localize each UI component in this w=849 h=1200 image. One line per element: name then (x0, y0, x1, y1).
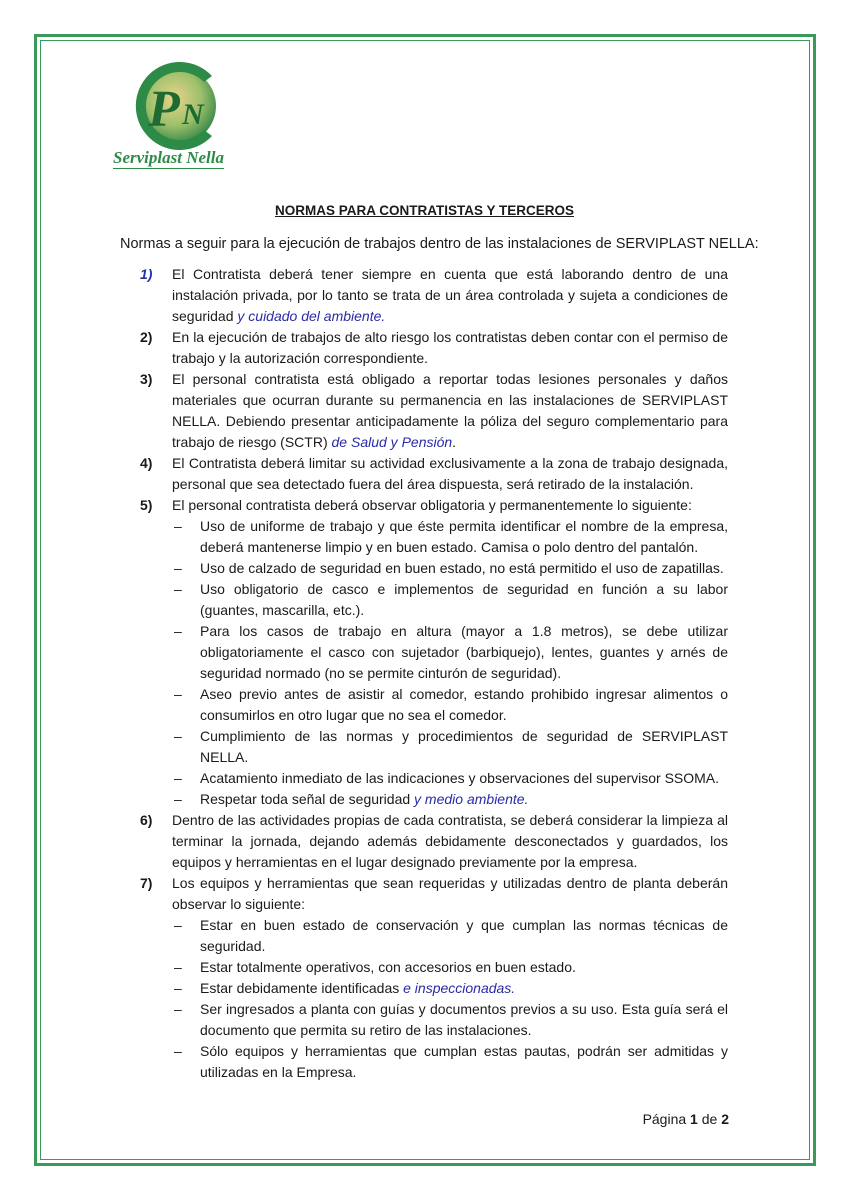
svg-text:P: P (148, 81, 180, 138)
document-title: NORMAS PARA CONTRATISTAS Y TERCEROS (274, 203, 575, 218)
rule-text: Los equipos y herramientas que sean requeridas y utilizadas dentro de planta deberán observar lo siguiente: (172, 875, 728, 912)
svg-text:N: N (182, 98, 204, 131)
rule-text: El personal contratista está obligado a reportar todas lesiones personales y daños materiales que ocurran durante su permanencia en las instalaciones de SERVIPLAST NELLA. Debiendo presentar anticipadamente la póliza del seguro complementario para trabajo de riesgo (SCTR) (172, 371, 728, 450)
rule-number: 2) (140, 329, 153, 345)
sub-item: – Uso obligatorio de casco e implementos de seguridad en función a su labor (guantes, mascarilla, etc.). (174, 581, 728, 618)
rule-text: El personal contratista deberá observar obligatoria y permanentemente lo siguiente: (172, 497, 692, 513)
sub-item: – Estar en buen estado de conservación y que cumplan las normas técnicas de seguridad. (174, 917, 728, 954)
rule-number: 1) (140, 266, 153, 282)
rule-highlight: y cuidado del ambiente. (237, 308, 386, 324)
rule-text: En la ejecución de trabajos de alto riesgo los contratistas deben contar con el permiso de trabajo y la autorización correspondiente. (172, 329, 728, 366)
sub-item: – Estar debidamente identificadas e inspeccionadas. (174, 980, 516, 996)
sub-item: – Uso de calzado de seguridad en buen estado, no está permitido el uso de zapatillas. (174, 560, 724, 576)
logo-wordmark: Serviplast Nella (113, 148, 224, 167)
rule-number: 3) (140, 371, 153, 387)
rule-text: El Contratista deberá limitar su actividad exclusivamente a la zona de trabajo designada, personal que sea detectado fuera del área dispuesta, será retirado de la instalación. (172, 455, 728, 492)
rule-item-2 (140, 327, 728, 369)
sub-item: – Ser ingresados a planta con guías y documentos previos a su uso. Esta guía será el documento que permita su retiro de las instalaciones. (174, 1001, 728, 1038)
rule-item-3 (140, 369, 728, 453)
intro-paragraph: Normas a seguir para la ejecución de trabajos dentro de las instalaciones de SERVIPLAST NELLA: (120, 236, 759, 252)
sub-item: – Aseo previo antes de asistir al comedor, estando prohibido ingresar alimentos o consumirlos en otro lugar que no sea el comedor. (174, 686, 728, 723)
rule-number: 5) (140, 497, 153, 513)
sub-item: – Cumplimiento de las normas y procedimientos de seguridad de SERVIPLAST NELLA. (174, 728, 728, 765)
rule-item-7 (140, 873, 728, 915)
rule-highlight: de Salud y Pensión (331, 434, 453, 450)
sub-item: – Para los casos de trabajo en altura (mayor a 1.8 metros), se debe utilizar obligatoriamente el casco con sujetador (barbiquejo), lentes, guantes y arnés de seguridad normado (no se permite cinturón de seguridad). (174, 623, 728, 681)
sub-item: – Estar totalmente operativos, con accesorios en buen estado. (174, 959, 576, 975)
rule-number: 4) (140, 455, 153, 471)
rule-item-1 (140, 264, 728, 327)
rule-number: 7) (140, 875, 153, 891)
sub-item: – Acatamiento inmediato de las indicaciones y observaciones del supervisor SSOMA. (174, 770, 720, 786)
page-number: Página 1 de 2 (642, 1111, 729, 1127)
sub-item: – Respetar toda señal de seguridad y medio ambiente. (174, 791, 529, 807)
rule-number: 6) (140, 812, 153, 828)
rule-text: El Contratista deberá tener siempre en cuenta que está laborando dentro de una instalación privada, por lo tanto se trata de un área controlada y sujeta a condiciones de seguridad (172, 266, 728, 324)
rule-item-5 (140, 495, 728, 516)
rule-text: Dentro de las actividades propias de cada contratista, se deberá considerar la limpieza al terminar la jornada, dejando además debidamente desconectados y guardados, los equipos y herramientas en el lugar designado previamente por la empresa. (172, 812, 728, 870)
sub-item: – Uso de uniforme de trabajo y que éste permita identificar el nombre de la empresa, deberá mantenerse limpio y en buen estado. Camisa o polo dentro del pantalón. (174, 518, 728, 555)
rules-list (140, 264, 728, 1083)
rule-item-4 (140, 453, 728, 495)
rule-tail: . (452, 434, 457, 450)
sub-item: – Sólo equipos y herramientas que cumplan estas pautas, podrán ser admitidas y utilizadas en la Empresa. (174, 1043, 728, 1080)
rule-item-6 (140, 810, 728, 873)
